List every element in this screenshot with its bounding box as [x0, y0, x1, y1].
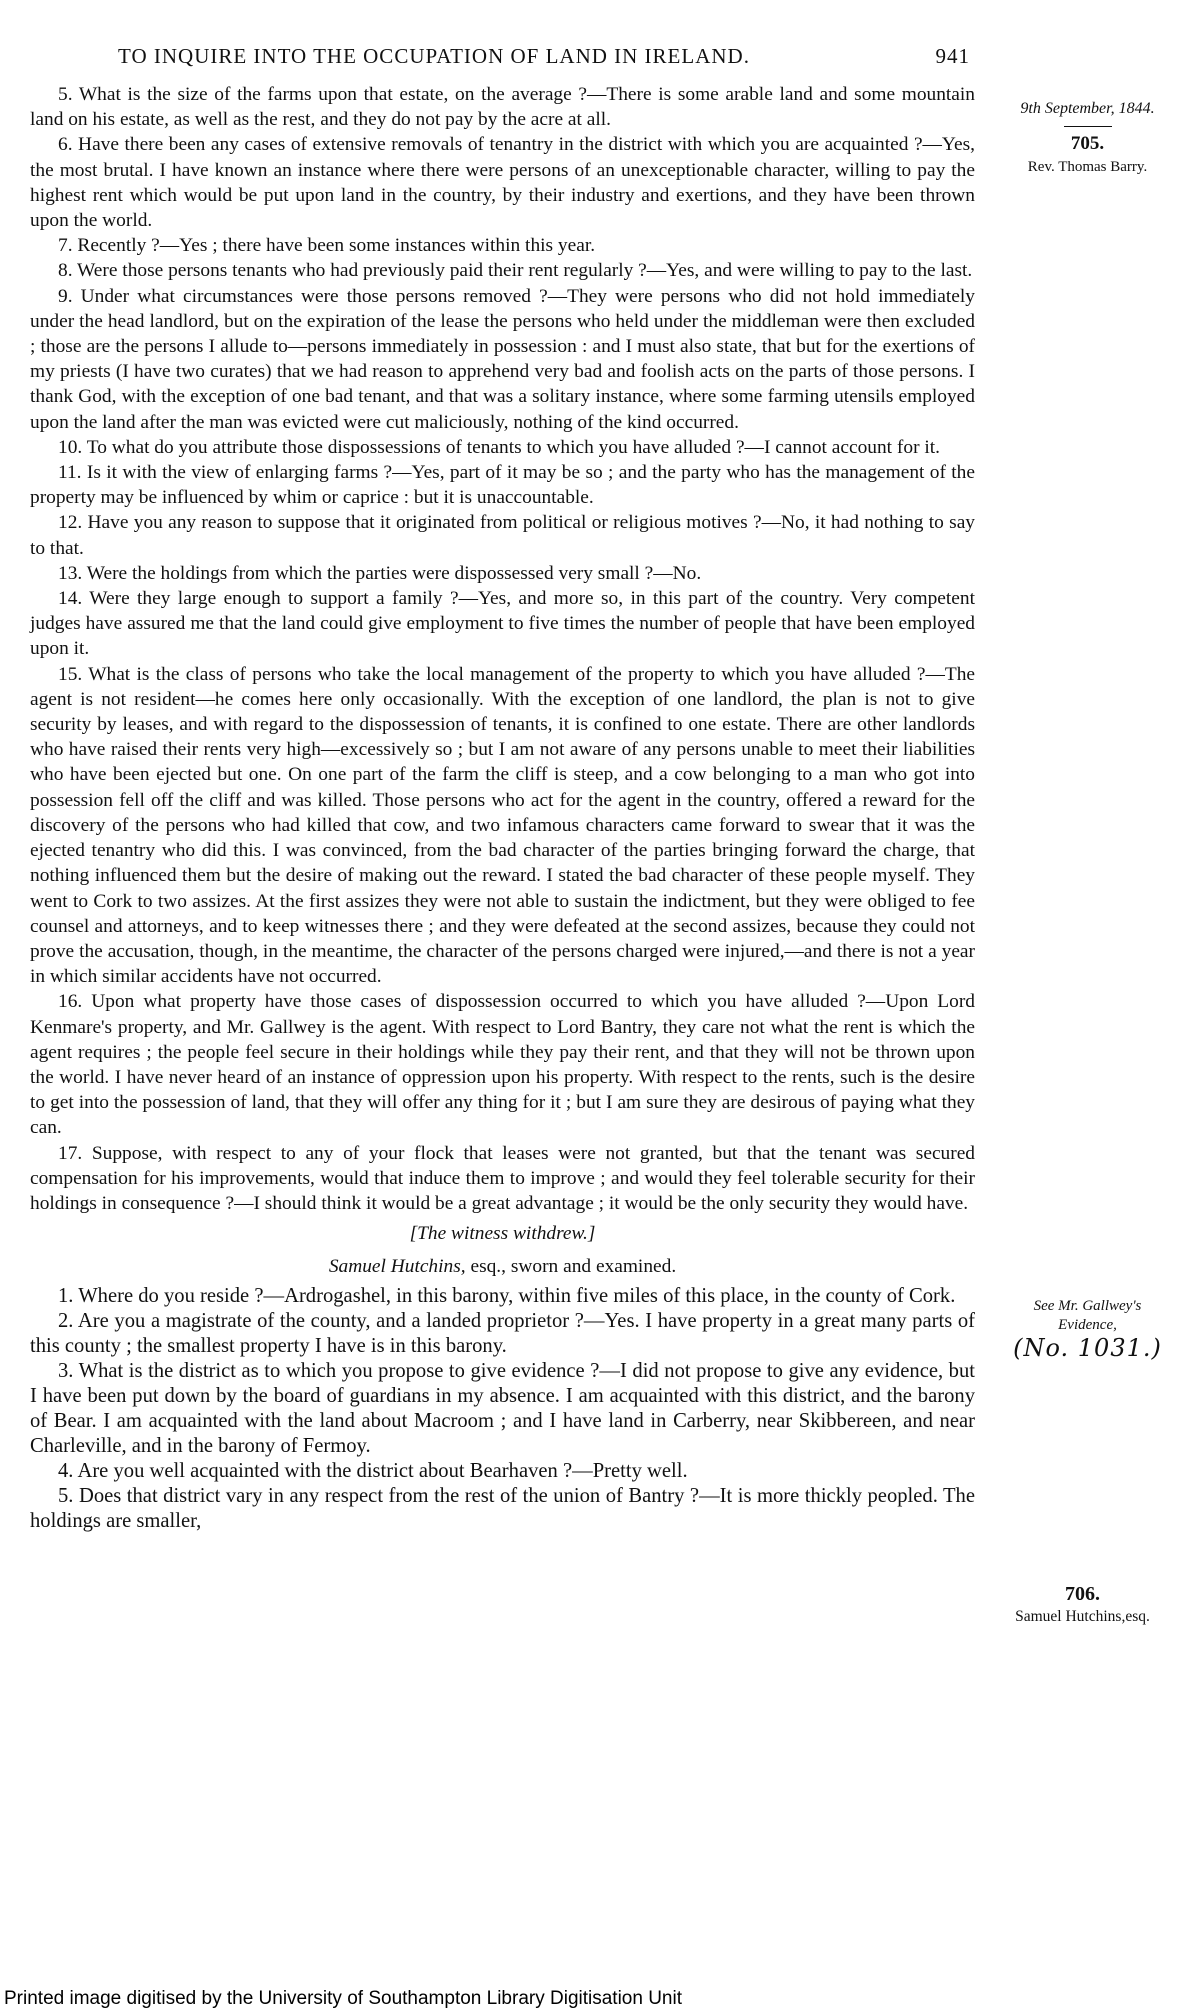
handwritten-annotation: (No. 1031.) [1013, 1334, 1162, 1362]
paragraph-h5: 5. Does that district vary in any respect from the rest of the union of Bantry ?—It is more thickly peopled. The holdings are smaller, [30, 1484, 975, 1532]
paragraph-q6: 6. Have there been any cases of extensive removals of tenantry in the district with which you are acquainted ?—Yes, the most brutal. I have known an instance where there were persons of an unexceptionable character, willing to pay the highest rent which would be put upon land in the country, by their industry and exertions, and they have been thrown upon the world. [30, 134, 975, 232]
reference-line: Evidence, [1058, 1317, 1117, 1333]
witness-name: Samuel Hutchins,esq. [1015, 1608, 1150, 1625]
running-title: TO INQUIRE INTO THE OCCUPATION OF LAND IN IRELAND. [118, 44, 750, 68]
paragraph-q12: 12. Have you any reason to suppose that it originated from political or religious motives ?—No, it had nothing to say to that. [30, 512, 975, 559]
page-header [110, 44, 970, 74]
paragraph-q15: 15. What is the class of persons who take the local management of the property to which you have alluded ?—The agent is not resident—he comes here only occasionally. With the exception of one landlord, the plan is not to give security by leases, and with regard to the dispossession of tenants, it is confined to one estate. There are other landlords who have raised their rents very high—excessively so ; but I am not aware of any persons unable to meet their liabilities who have been ejected but one. On one part of the farm the cliff is steep, and a cow belonging to a man who got into possession fell off the cliff and was killed. Those persons who act for the agent in the country, offered a reward for the discovery of the persons who had killed that cow, and two infamous characters came forward to swear that it was the ejected tenantry who did this. I was convinced, from the bad character of the parties bringing forward the charge, that nothing influenced them but the desire of making out the reward. I stated the bad character of these people myself. They went to Cork to two assizes. At the first assizes they were not able to sustain the indictment, but they were obliged to fee counsel and attorneys, and to keep witnesses there ; and they were defeated at the second assizes, because they could not prove the accusation, though, in the meantime, the character of the persons charged were injured,—and there is not a year in which similar accidents have not occurred. [30, 663, 975, 988]
margin-note-reference [985, 1297, 1190, 1362]
sworn-witness-name: Samuel Hutchins, [328, 1256, 466, 1278]
paragraph-q13: 13. Were the holdings from which the parties were dispossessed very small ?—No. [58, 562, 702, 584]
paragraph-q7: 7. Recently ?—Yes ; there have been some instances within this year. [58, 235, 596, 257]
witness-number: 705. [1070, 133, 1105, 154]
paragraph-q11: 11. Is it with the view of enlarging farms ?—Yes, part of it may be so ; and the party who has the management of the property may be influenced by whim or caprice : but it is unaccountable. [30, 462, 975, 509]
digitisation-footer: Printed image digitised by the University of Southampton Library Digitisation Unit [0, 1982, 1200, 2015]
sworn-heading [30, 1254, 975, 1279]
paragraph-q9: 9. Under what circumstances were those persons removed ?—They were persons who did not hold immediately under the head landlord, but on the expiration of the lease the persons who held under the middleman were then excluded ; those are the persons I allude to—persons immediately in possession : and I must also state, that but for the exertions of my priests (I have two curates) that we had reason to apprehend very bad and foolish acts on the parts of those persons. I thank God, with the exception of one bad tenant, and that was a solitary instance, where some farming utensils employed upon the land after the man was evicted were cut maliciously, nothing of the kind occurred. [30, 285, 975, 433]
witness-name: Rev. Thomas Barry. [1027, 159, 1148, 175]
margin-rule [1064, 126, 1112, 127]
witness-number: 706. [1065, 1583, 1100, 1605]
reference-line: See Mr. Gallwey's [1033, 1298, 1142, 1314]
page-number: 941 [935, 44, 970, 68]
paragraph-q17: 17. Suppose, with respect to any of your flock that leases were not granted, but that the tenant was secured compensation for his improvements, would that induce them to improve ; and would they feel tolerable security for their holdings in consequence ?—I should think it would be a great advantage ; it would be the only security they would have. [30, 1142, 975, 1214]
sworn-heading-rest: esq., sworn and examined. [465, 1256, 677, 1278]
margin-note-706 [970, 1583, 1195, 1626]
margin-note-705 [985, 100, 1190, 176]
paragraph-q16: 16. Upon what property have those cases of dispossession occurred to which you have alluded ?—Upon Lord Kenmare's property, and Mr. Gallwey is the agent. With respect to Lord Bantry, they care not what the rent is which the agent requires ; the people feel secure in their holdings while they pay their rent, and that they will not be thrown upon the world. I have never heard of an instance of oppression upon his property. With respect to the rents, such is the desire to get into the possession of land, that they will offer any thing for it ; but I am sure they are desirous of paying what they can. [30, 991, 975, 1139]
paragraph-h4: 4. Are you well acquainted with the district about Bearhaven ?—Pretty well. [58, 1459, 688, 1482]
paragraph-h1: 1. Where do you reside ?—Ardrogashel, in this barony, within five miles of this place, in the county of Cork. [58, 1284, 956, 1307]
witness-withdrew: [The witness withdrew.] [409, 1223, 596, 1245]
paragraph-h2: 2. Are you a magistrate of the county, and a landed proprietor ?—Yes. I have property in a great many parts of this county ; the smallest property I have is in this barony. [30, 1309, 975, 1357]
margin-date: 9th September, 1844. [1020, 100, 1155, 117]
main-text [30, 82, 975, 1534]
paragraph-h3: 3. What is the district as to which you propose to give evidence ?—I did not propose to give any evidence, but I have been put down by the board of guardians in my absence. I am acquainted with this district, and the barony of Bear. I am acquainted with the land about Macroom ; and I have land in Carberry, near Skibbereen, and near Charleville, and in the barony of Fermoy. [30, 1359, 975, 1457]
paragraph-q14: 14. Were they large enough to support a family ?—Yes, and more so, in this part of the country. Very competent judges have assured me that the land could give employment to five times the number of people that have been employed upon it. [30, 588, 975, 660]
paragraph-q5: 5. What is the size of the farms upon that estate, on the average ?—There is some arable land and some mountain land on his estate, as well as the rest, and they do not pay by the acre at all. [30, 84, 975, 131]
paragraph-q8: 8. Were those persons tenants who had previously paid their rent regularly ?—Yes, and were willing to pay to the last. [58, 260, 973, 282]
paragraph-q10: 10. To what do you attribute those dispossessions of tenants to which you have alluded ?—I cannot account for it. [58, 436, 940, 458]
